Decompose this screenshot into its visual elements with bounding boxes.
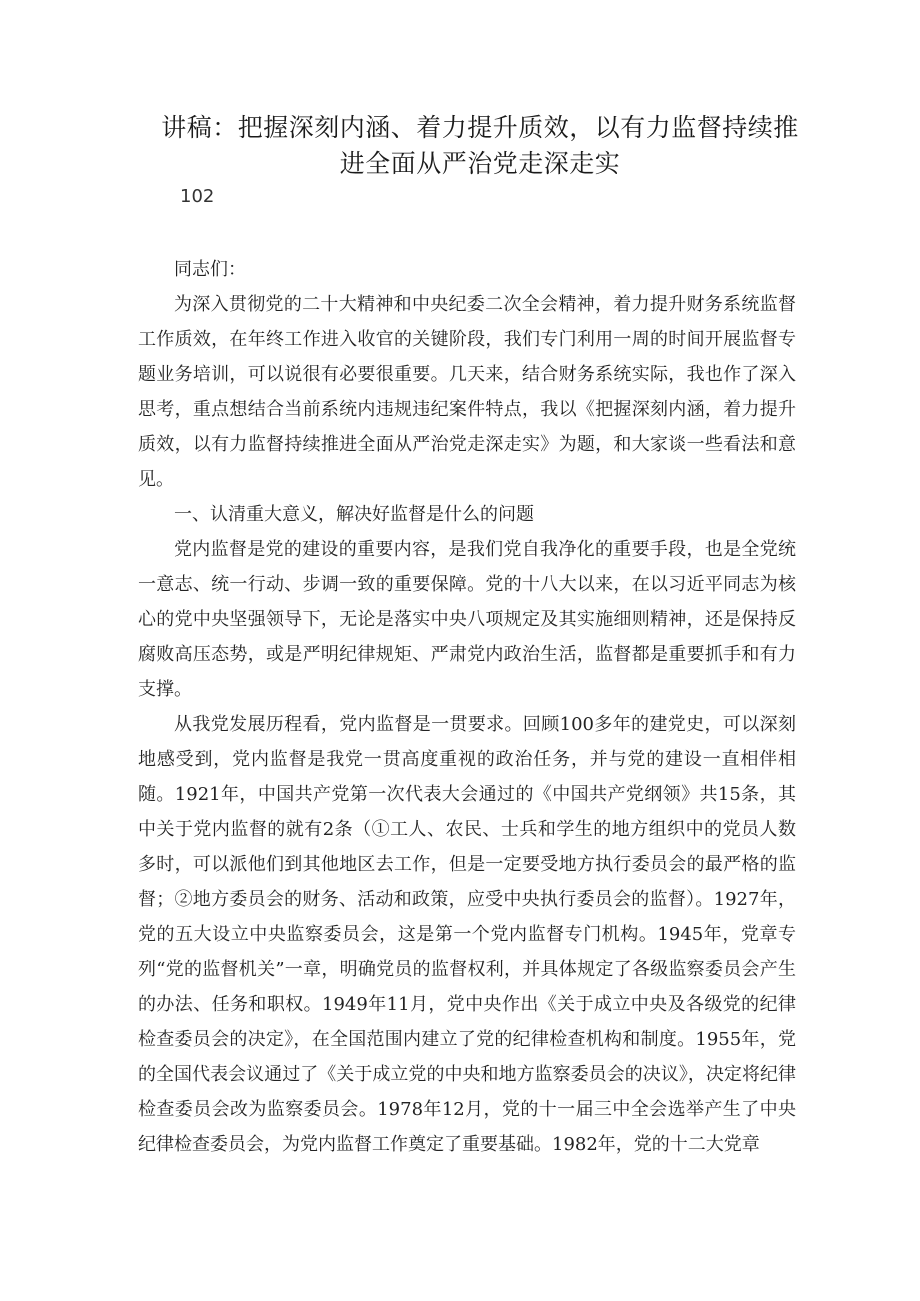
document-title xyxy=(150,110,810,182)
section-heading-1: 一、认清重大意义，解决好监督是什么的问题 xyxy=(174,504,534,525)
document-body xyxy=(138,252,796,1162)
document-number: 102 xyxy=(180,186,215,207)
paragraph-supervision-importance: 党内监督是党的建设的重要内容，是我们党自我净化的重要手段，也是全党统一意志、统一行动、步调一致的重要保障。党的十八大以来，在以习近平同志为核心的党中央坚强领导下，无论是落实中央八项规定及其实施细则精神，还是保持反腐败高压态势，或是严明纪律规矩、严肃党内政治生活，监督都是重要抓手和有力支撑。 xyxy=(138,539,796,700)
title-line-2: 进全面从严治党走深走实 xyxy=(339,149,621,178)
paragraph-history: 从我党发展历程看，党内监督是一贯要求。回顾100多年的建党史，可以深刻地感受到，党内监督是我党一贯高度重视的政治任务，并与党的建设一直相伴相随。1921年，中国共产党第一次代表大会通过的《中国共产党纲领》共15条，其中关于党内监督的就有2条（①工人、农民、士兵和学生的地方组织中的党员人数多时，可以派他们到其他地区去工作，但是一定要受地方执行委员会的最严格的监督；②地方委员会的财务、活动和政策，应受中央执行委员会的监督）。1927年，党的五大设立中央监察委员会，这是第一个党内监督专门机构。1945年，党章专列“党的监督机关”一章，明确党员的监督权利，并具体规定了各级监察委员会产生的办法、任务和职权。1949年11月，党中央作出《关于成立中央及各级党的纪律检查委员会的决定》，在全国范围内建立了党的纪律检查机构和制度。1955年，党的全国代表会议通过了《关于成立党的中央和地方监察委员会的决议》，决定将纪律检查委员会改为监察委员会。1978年12月，党的十一届三中全会选举产生了中央纪律检查委员会，为党内监督工作奠定了重要基础。1982年，党的十二大党章 xyxy=(138,714,796,1155)
salutation: 同志们： xyxy=(174,259,246,280)
paragraph-intro: 为深入贯彻党的二十大精神和中央纪委二次全会精神，着力提升财务系统监督工作质效，在年终工作进入收官的关键阶段，我们专门利用一周的时间开展监督专题业务培训，可以说很有必要很重要。几天来，结合财务系统实际，我也作了深入思考，重点想结合当前系统内违规违纪案件特点，我以《把握深刻内涵，着力提升质效，以有力监督持续推进全面从严治党走深走实》为题，和大家谈一些看法和意见。 xyxy=(138,294,796,490)
title-line-1: 讲稿：把握深刻内涵、着力提升质效，以有力监督持续推 xyxy=(161,113,799,142)
